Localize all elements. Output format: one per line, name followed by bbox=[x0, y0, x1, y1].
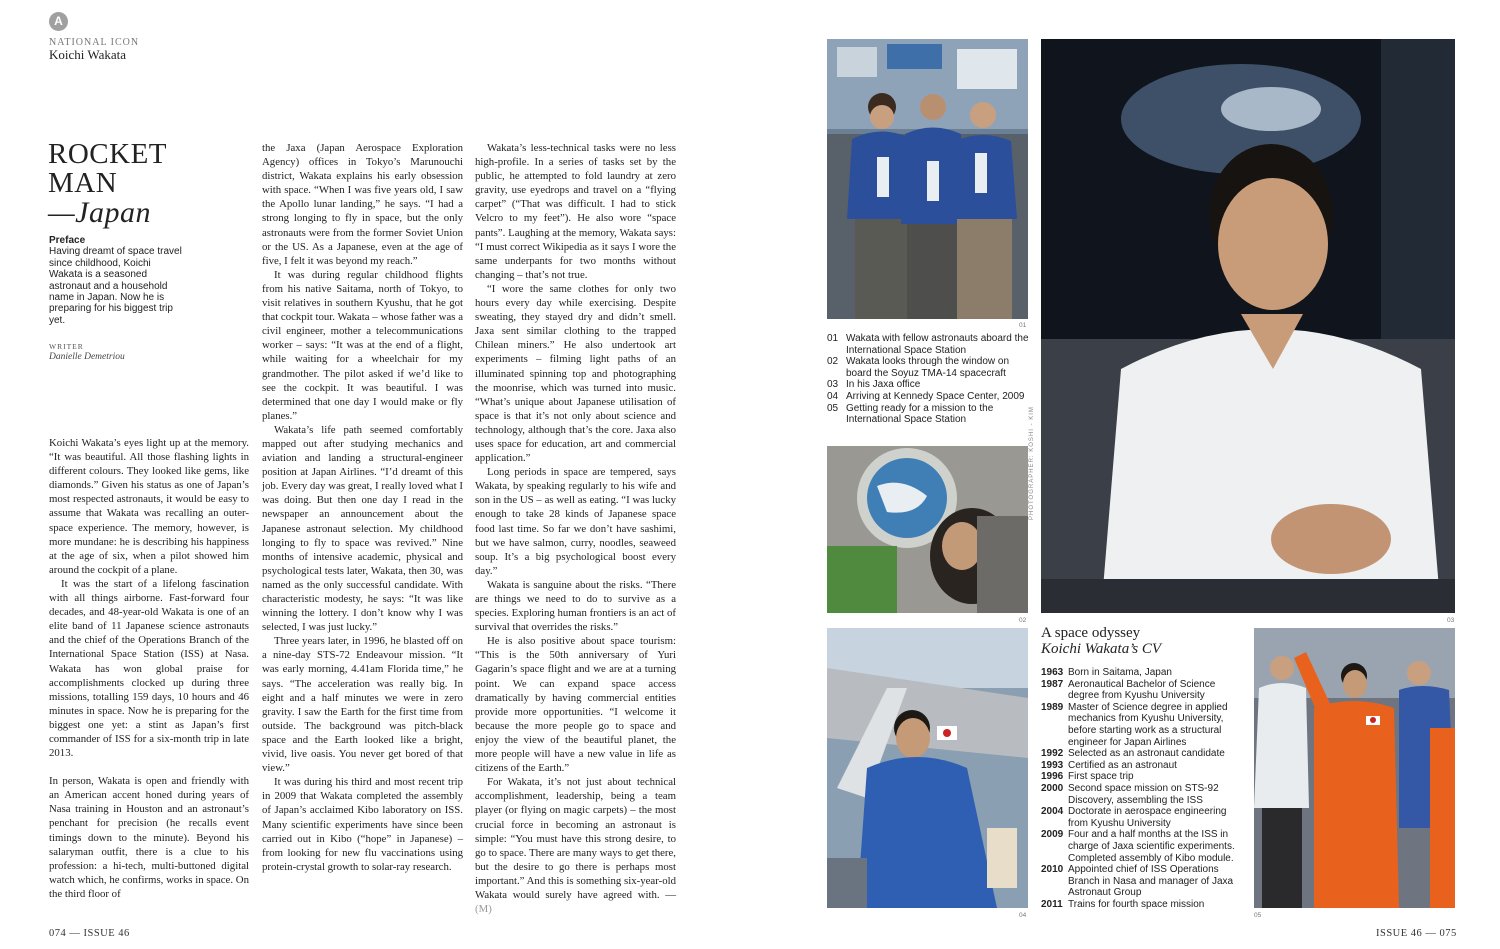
article-paragraph: the Jaxa (Japan Aerospace Exploration Agency) offices in Tokyo’s Marunouchi district, Wakata explains his early obsession with space. “When I was five years old, I saw the Apollo lunar landing,” he says. “I had a strong longing to fly in space, but the only astronauts were from the former Soviet Union or the US. As a Japanese, even at the age of five, I felt it was beyond my reach.” bbox=[262, 142, 463, 267]
cv-text: Second space mission on STS-92 Discovery, assembling the ISS bbox=[1068, 782, 1219, 806]
cv-list bbox=[1041, 667, 1246, 910]
cv-text: Master of Science degree in applied mechanics from Kyushu University, before starting work as a structural engineer for Japan Airlines bbox=[1068, 701, 1228, 748]
article-paragraph: Wakata is sanguine about the risks. “There are things we need to do to survive as a species. Exploring human frontiers is an act of survival that overrides the risks.” bbox=[475, 578, 676, 634]
cv-text: Aeronautical Bachelor of Science degree from Kyushu University bbox=[1068, 678, 1216, 702]
article-column-2 bbox=[262, 141, 463, 874]
photo-kennedy-arrival bbox=[827, 628, 1028, 908]
section-label: NATIONAL ICON bbox=[49, 37, 140, 48]
cv-entry bbox=[1041, 771, 1246, 783]
headline-line-3: —Japan bbox=[48, 196, 151, 229]
photo-captions bbox=[827, 333, 1032, 426]
caption-item bbox=[827, 391, 1032, 403]
preface bbox=[49, 235, 184, 326]
photo-number: 03 bbox=[1447, 617, 1455, 624]
article-column-1 bbox=[49, 436, 249, 901]
cv-year: 2011 bbox=[1041, 898, 1063, 910]
cv-year: 2004 bbox=[1041, 806, 1064, 818]
photo-number: 05 bbox=[1254, 912, 1262, 919]
photo-number: 02 bbox=[1019, 617, 1027, 624]
article-paragraph: Long periods in space are tempered, says Wakata, by speaking regularly to his wife and son in the US – as well as eating. “I was lucky enough to take 28 kinds of Japanese space food last time. So far we don’t have sashimi, but we have salmon, curry, noodles, seaweed soup. It’s a big psychological boost every day.” bbox=[475, 466, 676, 577]
article-paragraph: Koichi Wakata’s eyes light up at the memory. “It was beautiful. All those flashing lights in different colours. They looked like gems, like diamonds.” Given his status as one of Japan’s most respected astronauts, it would be easy to assume that Wakata was recalling an outer-space experience. The memory, however, is more mundane: he is describing his happiness at the age of six, when a pilot showed him around the cockpit of a plane. bbox=[49, 437, 249, 576]
cv-entry bbox=[1041, 748, 1246, 760]
cv-year: 1993 bbox=[1041, 759, 1064, 771]
headline bbox=[48, 140, 238, 227]
caption-number: 02 bbox=[827, 356, 839, 368]
article-paragraph: He is also positive about space tourism: “This is the 50th anniversary of Yuri Gagarin’s space flight and we are at a turning point. We can expand space access dramatically by having commercial entities provide more opportunities. “I welcome it because the more people go to space and enjoy the view of the beautiful planet, the more people will have a new value in life as citizens of the Earth.” bbox=[475, 635, 676, 775]
cv-entry bbox=[1041, 679, 1246, 702]
caption-text: Wakata looks through the window on board the Soyuz TMA-14 spacecraft bbox=[846, 356, 1010, 379]
caption-item bbox=[827, 333, 1032, 356]
cv-entry bbox=[1041, 702, 1246, 748]
preface-label: Preface bbox=[49, 235, 86, 246]
photo-soyuz-window bbox=[827, 446, 1028, 613]
caption-number: 05 bbox=[827, 402, 839, 414]
caption-text: In his Jaxa office bbox=[846, 379, 921, 391]
photo-astronauts-iss bbox=[827, 39, 1028, 319]
photo-number: 04 bbox=[1019, 912, 1027, 919]
article-paragraph: In person, Wakata is open and friendly with an American accent honed during years of Nasa training in Houston and an astronaut’s penchant for precision (he recalls event timings down to the minute). Beyond his salaryman outfit, there is a clue to his profession: a hi-tech, multi-buttoned digital watch which, he confirms, works in space. On the third floor of bbox=[49, 775, 249, 900]
article-paragraph: Wakata’s life path seemed comfortably mapped out after studying mechanics and aviation and landing a structural-engineer position at Japan Airlines. “I’d dreamt of this job. Every day was great, I really loved what I was doing. But then one day I read in the newspaper an announcement about the Japanese astronaut selection. My childhood longing to fly to space was revived.” Nine months of intensive academic, physical and psychological tests later, Wakata, then 30, was named as the only successful candidate. With characteristic modesty, he says: “It was like winning the lottery. I don’t know why I was selected, I was just lucky.” bbox=[262, 423, 463, 634]
caption-item bbox=[827, 403, 1032, 426]
caption-number: 03 bbox=[827, 379, 839, 391]
article-paragraph: Three years later, in 1996, he blasted off on a nine-day STS-72 Endeavour mission. “It was early morning, 4.41am Florida time,” he says. “The acceleration was really big. In eight and a half minutes we were in zero gravity. I saw the Earth for the first time from outside. The background was pitch-black space and the Earth looked like a bright, vivid, live oasis. You never get bored of that view.” bbox=[262, 635, 463, 775]
cv-entry bbox=[1041, 899, 1246, 911]
cv-text: First space trip bbox=[1068, 771, 1134, 783]
article-paragraph: “I wore the same clothes for only two hours every day while exercising. Despite sweating, they stayed dry and didn’t smell. Jaxa sent similar clothing to the trapped Chilean miners.” He also undertook art experiments – filming light paths of an illuminated spinning top and photographing the moonrise, which was turned into music. “What’s unique about Japanese utilisation of space is that it’s not only about science and technology, although that’s the core. Jaxa also uses space for education, art and commercial application.” bbox=[475, 282, 676, 465]
cv-year: 1989 bbox=[1041, 701, 1064, 713]
caption-text: Arriving at Kennedy Space Center, 2009 bbox=[846, 390, 1025, 402]
cv-year: 2000 bbox=[1041, 782, 1064, 794]
cv-year: 2010 bbox=[1041, 864, 1064, 876]
cv-text: Four and a half months at the ISS in charge of Jaxa scientific experiments. Completed assembly of Kibo module. bbox=[1068, 829, 1235, 864]
cv-text: Born in Saitama, Japan bbox=[1068, 667, 1172, 678]
cv-entry bbox=[1041, 806, 1246, 829]
writer-label: WRITER bbox=[49, 342, 84, 351]
cv-entry bbox=[1041, 829, 1246, 864]
cv-year: 1963 bbox=[1041, 667, 1064, 678]
photo-credit: PHOTOGRAPHER: KOSHI - KIM bbox=[1029, 406, 1035, 520]
article-last-text: For Wakata, it’s not just about technical accomplishment, leadership, being a team player (or flying on magic carpets) – the most crucial force in becoming an astronaut is simple: “You must have this strong desire, to go to space. There are many ways to get there, but the desire to go there is perhaps most important.” And this is something six-year-old Wakata would surely have agreed with. — bbox=[475, 776, 676, 901]
article-paragraph: It was during regular childhood flights from his native Saitama, north of Tokyo, to visit relatives in southern Kyushu, that he got that cockpit tour. Wakata – whose father was a civil engineer, mother a telecommunications worker – says: “It was at the end of a flight, while waiting for a wheelchair for my grandmother. The pilot asked if we’d like to see the cockpit. It was beautiful. I was determined that one day I would make or fly planes.” bbox=[262, 268, 463, 422]
section-badge: A bbox=[49, 12, 68, 31]
cv-year: 2009 bbox=[1041, 829, 1064, 841]
article-paragraph: It was during his third and most recent trip in 2009 that Wakata completed the assembly of Japan’s acclaimed Kibo laboratory on ISS. Many scientific experiments have since been carried out in Kibo (“hope” in Japanese) – from looking for new flu vaccinations using protein-crystal growth to solar-ray research. bbox=[262, 776, 463, 873]
folio-left: 074 — ISSUE 46 bbox=[49, 928, 130, 939]
cv-text: Trains for fourth space mission bbox=[1068, 898, 1205, 910]
cv-subtitle: Koichi Wakata’s CV bbox=[1041, 641, 1162, 657]
cv-text: Appointed chief of ISS Operations Branch in Nasa and manager of Jaxa Astronaut Group bbox=[1068, 864, 1234, 899]
article-column-3 bbox=[475, 141, 676, 916]
cv-year: 1992 bbox=[1041, 748, 1064, 760]
preface-text: Having dreamt of space travel since childhood, Koichi Wakata is a seasoned astronaut and a household name in Japan. Now he is preparing for his biggest trip yet. bbox=[49, 246, 182, 326]
caption-text: Wakata with fellow astronauts aboard the International Space Station bbox=[846, 333, 1029, 356]
section-subject: Koichi Wakata bbox=[49, 47, 127, 62]
cv-year: 1987 bbox=[1041, 678, 1064, 690]
cv-text: Selected as an astronaut candidate bbox=[1068, 748, 1225, 760]
caption-item bbox=[827, 379, 1032, 391]
cv-entry bbox=[1041, 783, 1246, 806]
cv-year: 1996 bbox=[1041, 771, 1064, 783]
cv-text: Certified as an astronaut bbox=[1068, 759, 1177, 771]
cv-entry bbox=[1041, 864, 1246, 899]
caption-number: 01 bbox=[827, 333, 839, 344]
article-paragraph: Wakata’s less-technical tasks were no less high-profile. In a series of tasks set by the public, he attempted to fold laundry at zero gravity, use eyedrops and travel on a “flying carpet” (“That was difficult. I had to stick Velcro to my feet”). He also wore “space pants”. Laughing at the memory, Wakata says: “I must correct Wikipedia as it says I wore the same underpants for two months without changing – that’s not true. bbox=[475, 142, 676, 281]
caption-item bbox=[827, 356, 1032, 379]
article-paragraph: It was the start of a lifelong fascination with all things airborne. Fast-forward four decades, and 48-year-old Wakata is one of an elite band of 11 Japanese science astronauts and the chief of the Operations Branch of the International Space Station (ISS) at Nasa. Wakata has won global praise for accomplishments clocked up during three missions, totalling 159 days, 10 hours and 46 minutes in space. Now he is preparing for the biggest one yet: a stint as Japan’s first commander of ISS for a six-month trip in late 2013. bbox=[49, 577, 249, 760]
cv-title: A space odyssey bbox=[1041, 625, 1141, 641]
photo-jaxa-office-portrait bbox=[1041, 39, 1455, 613]
cv-entry bbox=[1041, 667, 1246, 679]
photo-mission-preparation bbox=[1254, 628, 1455, 908]
caption-number: 04 bbox=[827, 390, 839, 402]
caption-text: Getting ready for a mission to the International Space Station bbox=[846, 402, 994, 426]
writer-name: Danielle Demetriou bbox=[49, 352, 125, 362]
signoff-mark: (M) bbox=[475, 903, 492, 916]
cv-text: Doctorate in aerospace engineering from Kyushu University bbox=[1068, 806, 1227, 829]
headline-line-1: ROCKET bbox=[48, 138, 167, 170]
article-paragraph-last bbox=[475, 775, 676, 916]
photo-number: 01 bbox=[1019, 322, 1027, 329]
folio-right: ISSUE 46 — 075 bbox=[1376, 928, 1457, 939]
headline-line-2: MAN bbox=[48, 167, 118, 199]
cv-entry bbox=[1041, 760, 1246, 772]
